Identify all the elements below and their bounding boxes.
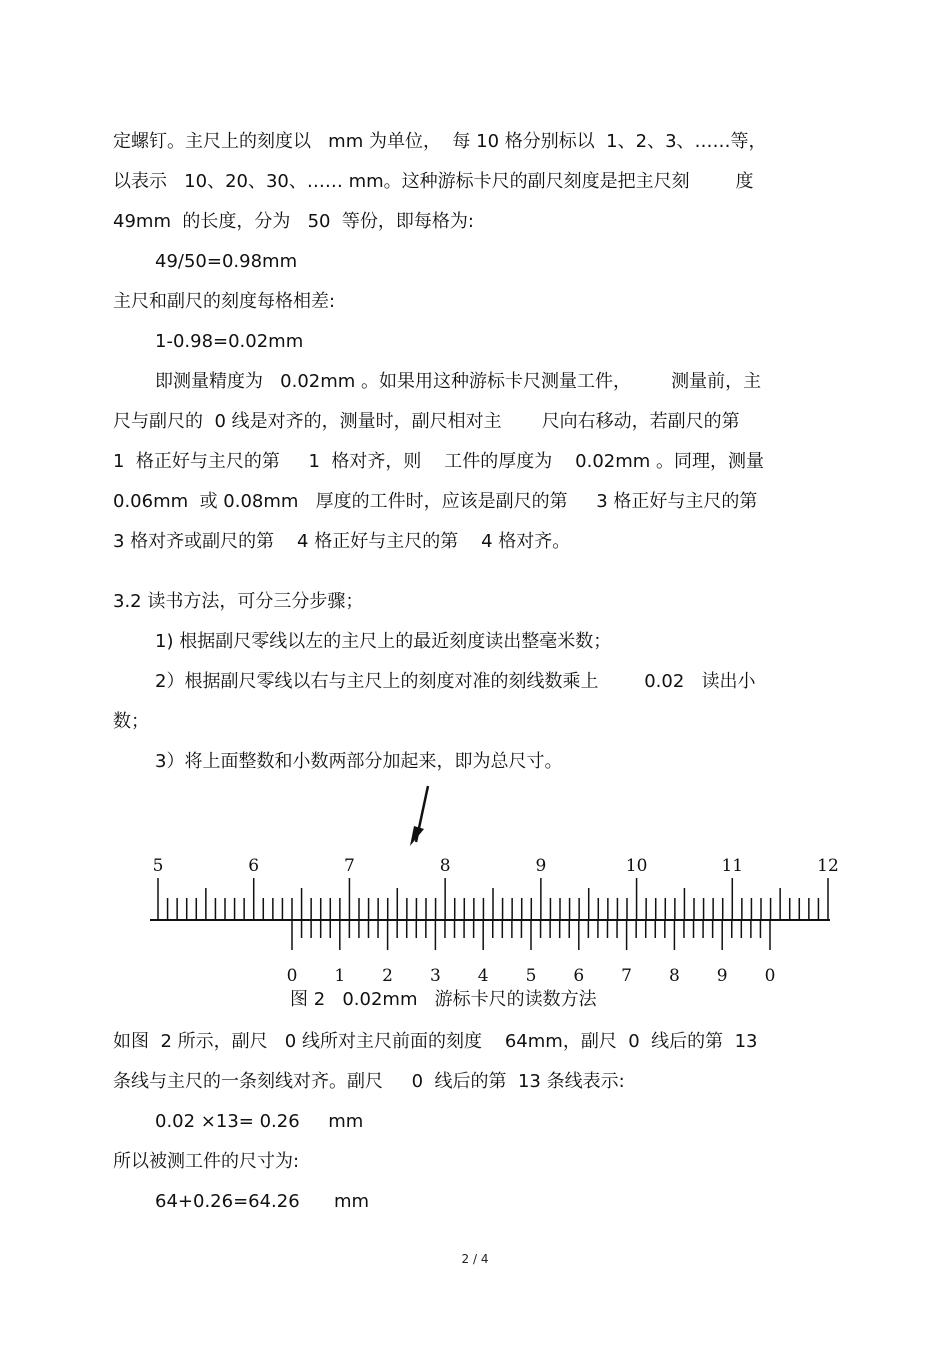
text-line: 如图 2 所示，副尺 0 线所对主尺前面的刻度 64mm，副尺 0 线后的第 13 — [113, 1031, 758, 1052]
text-line: 即测量精度为 0.02mm 。如果用这种游标卡尺测量工件， 测量前，主 — [155, 371, 762, 392]
main-scale-label: 6 — [248, 856, 260, 876]
main-scale-label: 8 — [439, 856, 451, 876]
vernier-scale-label: 8 — [668, 966, 680, 986]
figure-caption: 图 2 0.02mm 游标卡尺的读数方法 — [290, 989, 597, 1010]
text-line: 49mm 的长度，分为 50 等份，即每格为: — [113, 211, 474, 232]
main-scale-label: 7 — [344, 856, 355, 876]
main-scale-label: 5 — [152, 856, 164, 876]
text-line: 所以被测工件的尺寸为: — [113, 1151, 300, 1172]
text-line: 尺与副尺的 0 线是对齐的，测量时，副尺相对主 尺向右移动，若副尺的第 — [113, 411, 740, 432]
main-scale-label: 12 — [817, 856, 839, 876]
formula: 1-0.98=0.02mm — [155, 331, 304, 352]
vernier-scale-label: 3 — [429, 966, 441, 986]
text-line: 3 格对齐或副尺的第 4 格正好与主尺的第 4 格对齐。 — [113, 531, 571, 552]
vernier-scale-label: 4 — [477, 966, 489, 986]
vernier-scale-label: 6 — [573, 966, 585, 986]
text-line: 定螺钉。主尺上的刻度以 mm 为单位， 每 10 格分别标以 1、2、3、……等， — [113, 131, 767, 152]
vernier-scale-label: 5 — [525, 966, 537, 986]
page-number: 2 / 4 — [461, 1252, 489, 1266]
formula: 0.02 ×13= 0.26 mm — [155, 1111, 364, 1132]
vernier-scale-label: 1 — [334, 966, 346, 986]
formula: 64+0.26=64.26 mm — [155, 1191, 370, 1212]
text-line: 条线与主尺的一条刻线对齐。副尺 0 线后的第 13 条线表示: — [113, 1071, 625, 1092]
text-line: 以表示 10、20、30、…… mm。这种游标卡尺的副尺刻度是把主尺刻 度 — [113, 171, 754, 192]
vernier-scale-labels — [287, 966, 776, 986]
vernier-scale-ticks — [292, 920, 770, 950]
vernier-scale-label: 0 — [764, 966, 776, 986]
step-item: 数； — [113, 711, 149, 732]
section-heading: 3.2 读书方法，可分三分步骤； — [113, 591, 364, 612]
main-scale-ticks — [158, 878, 828, 920]
pointer-arrowhead — [410, 826, 424, 846]
main-scale-labels — [153, 856, 839, 876]
step-item: 1) 根据副尺零线以左的主尺上的最近刻度读出整毫米数； — [155, 631, 612, 652]
step-item: 2）根据副尺零线以右与主尺上的刻度对准的刻线数乘上 0.02 读出小 — [155, 671, 756, 692]
text-line: 1 格正好与主尺的第 1 格对齐，则 工件的厚度为 0.02mm 。同理，测量 — [113, 451, 765, 472]
formula: 49/50=0.98mm — [155, 251, 298, 272]
step-item: 3）将上面整数和小数两部分加起来，即为总尺寸。 — [155, 751, 563, 772]
text-line: 主尺和副尺的刻度每格相差: — [113, 291, 336, 312]
main-scale-label: 9 — [535, 856, 547, 876]
main-scale-label: 11 — [721, 856, 744, 876]
vernier-scale-label: 0 — [286, 966, 298, 986]
vernier-scale-label: 7 — [621, 966, 633, 986]
vernier-scale-label: 2 — [382, 966, 394, 986]
main-scale-label: 10 — [625, 856, 648, 876]
text-line: 0.06mm 或 0.08mm 厚度的工件时，应该是副尺的第 3 格正好与主尺的第 — [113, 491, 758, 512]
vernier-scale-label: 9 — [716, 966, 728, 986]
